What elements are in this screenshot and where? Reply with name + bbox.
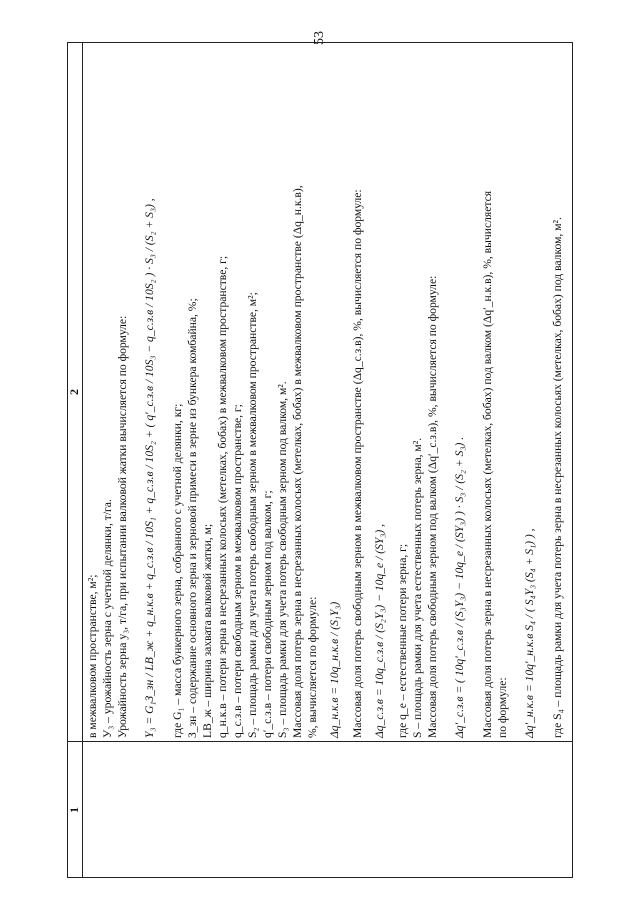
text-line: S₃ – площадь рамки для учета потерь свободным зерном под валком, м².: [276, 381, 289, 738]
text-line: %, вычисляется по формуле:: [306, 596, 319, 738]
formula-line: Δq′_н.к.в = 10q′_н.к.в S₄ / ( S₄Y₃ (S₄ + S₁) ) ,: [523, 528, 536, 738]
text-line: в межвалковом пространстве, м²;: [86, 574, 99, 738]
text-line: где q_е – естественные потери зерна, г;: [396, 543, 409, 738]
formula-line: Y₃ = G₁З_зн / LB_ж + q_н.к.в + q_с.з.в / 10S₁ + q_с.з.в / 10S₂ + ( q′_с.з.в / 10S₃ − q_с.з.в / 10S₂ ) · S₃ / (S₂ + S₃) ,: [143, 198, 156, 738]
formula-line: Δq_н.к.в = 10q_н.к.в / (S₁Y₃): [328, 601, 341, 738]
text-line: S₂ – площадь рамки для учета потерь свободным зерном в межвалковом пространстве, м²;: [246, 292, 259, 738]
text-line: где G₁ – масса бункерного зерна, собранного с учетной делянки, кг;: [171, 403, 184, 738]
rotated-table: [67, 42, 573, 878]
text-line: Массовая доля потерь свободным зерном в межвалковом пространстве (Δq_с.з.в), %, вычисляется по формуле:: [351, 189, 364, 738]
column-2-content: [85, 48, 569, 738]
text-line: Урожайность зерна у₃, т/га, при испытании валковой жатки вычисляется по формуле:: [116, 315, 129, 738]
text-line: Массовая доля потерь зерна в несрезанных колосьях (метелках, бобах) под валком (Δq′_н.к.в), %, вычисляется: [481, 190, 494, 738]
text-line: У₃ – урожайность зерна с учетной делянки, т/га.: [101, 499, 114, 738]
column-1-header: 1: [67, 807, 81, 813]
formula-line: Δq′_с.з.в = ( 10q′_с.з.в / (S₃Y₃) − 10q_е / (SY₃) ) · S₃ / (S₂ + S₃) .: [453, 436, 466, 738]
text-line: З_зн – содержание основного зерна и зерновой примеси в зерне из бункера комбайна, %;: [186, 298, 199, 738]
text-line: S – площадь рамки для учета естественных потерь зерна, м².: [411, 437, 424, 738]
text-line: по формуле:: [496, 677, 509, 738]
formula-line: Δq_с.з.в = 10q_с.з.в / (S₂Y₃) − 10q_е / (SY₃) ,: [373, 523, 386, 738]
table-header: [67, 42, 83, 878]
text-line: q_с.з.в – потери свободным зерном в межвалковом пространстве, г;: [231, 404, 244, 738]
column-divider: [67, 741, 573, 742]
text-line: q_н.к.в – потери зерна в несрезанных колосьях (метелках, бобах) в межвалковом пространстве, г;: [216, 255, 229, 738]
text-line: q′_с.з.в – потери свободным зерном под валком, г;: [261, 490, 274, 738]
column-2-header: 2: [67, 389, 81, 395]
text-line: Массовая доля потерь свободным зерном под валком (Δq′_с.з.в), %, вычисляется по формуле:: [426, 275, 439, 738]
text-line: LB_ж – ширина захвата валковой жатки, м;: [201, 523, 214, 738]
text-line: Массовая доля потерь зерна в несрезанных колосьях (метелках, бобах) в межвалковом пространстве (Δq_н.к.в),: [291, 185, 304, 738]
page-number-text: 53: [312, 31, 327, 45]
text-line: где S₄ – площадь рамки для учета потерь зерна в несрезанных колосьях (метелках, бобах) под валком, м².: [551, 217, 564, 738]
